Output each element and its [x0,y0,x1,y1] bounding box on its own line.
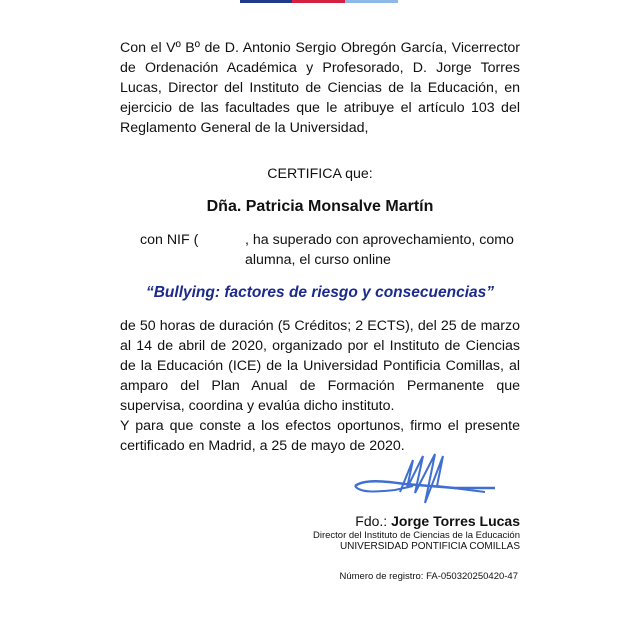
signature-line [355,513,520,529]
signer-role: Director del Instituto de Ciencias de la Educación [312,530,520,541]
recipient-name: Dña. Patricia Monsalve Martín [206,198,434,215]
header-bar-lightblue [345,0,398,3]
details-paragraph: de 50 horas de duración (5 Créditos; 2 ECTS), del 25 de marzo al 14 de abril de 2020, organizado por el Instituto de Ciencias de la Educación (ICE) de la Universidad Pontificia Comillas, al amparo del Plan Anual de Formación Permanente que supervisa, coordina y evalúa dicho instituto. [120,318,520,414]
intro-paragraph: Con el Vº Bº de D. Antonio Sergio Obregón García, Vicerrector de Ordenación Académica y Profesorado, D. Jorge Torres Lucas, Director del Instituto de Ciencias de la Educación, en ejercicio de las facultades que le atribuye el artículo 103 del Reglamento General de la Universidad, [120,40,520,136]
signature-prefix: Fdo.: [355,513,392,529]
nif-label: con NIF ( [140,232,199,248]
course-title: “Bullying: factores de riesgo y consecuencias” [145,284,494,301]
nif-rest: , ha superado con aprovechamiento, como [245,232,514,248]
nif-line2: alumna, el curso online [245,252,391,268]
header-bar-red [292,0,345,3]
signer-name: Jorge Torres Lucas [391,513,520,529]
header-bar-blue [240,0,292,3]
signature-image [345,448,505,518]
registry-number: Número de registro: FA-050320250420-47 [339,571,518,582]
certifica-heading: CERTIFICA que: [267,166,373,182]
institution: UNIVERSIDAD PONTIFICIA COMILLAS [339,541,520,552]
closing-paragraph: Y para que conste a los efectos oportunos, firmo el presente certificado en Madrid, a 25 de mayo de 2020. [120,418,520,454]
